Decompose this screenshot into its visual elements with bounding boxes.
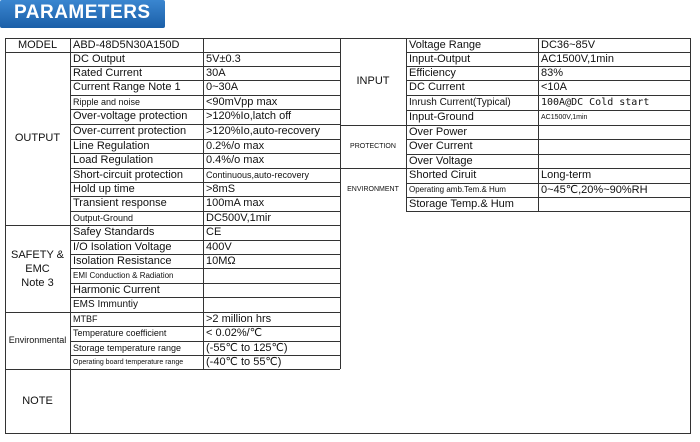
output-param-name: Over-current protection [73, 125, 187, 137]
output-param-name: Transient response [73, 197, 167, 209]
model-value: ABD-48D5N30A150D [73, 38, 180, 51]
column-divider [340, 211, 341, 369]
environment-param-value: Long-term [541, 169, 592, 181]
output-group-label: OUTPUT [14, 132, 61, 144]
safety-param-name: Safey Standards [73, 226, 155, 238]
output-param-name: Over-voltage protection [73, 110, 188, 122]
input-param-name: Input-Output [409, 52, 471, 65]
safety-group-label [7, 225, 68, 312]
input-param-value: 83% [541, 66, 564, 79]
environmental-param-value: < 0.02%/℃ [206, 327, 263, 339]
output-param-value: 5V±0.3 [206, 52, 241, 65]
safety-param-name: Harmonic Current [73, 283, 160, 296]
output-param-name: Output-Ground [73, 212, 134, 223]
safety-param-name: EMI Conduction & Radiation [73, 270, 174, 280]
environment-param-name: Shorted Ciruit [409, 169, 477, 181]
output-param-name: Current Range Note 1 [73, 81, 181, 93]
safety-param-value: 400V [206, 240, 232, 253]
safety-group-label-line: SAFETY & [11, 248, 64, 261]
output-param-name: DC Output [73, 52, 125, 65]
protection-param-name: Over Voltage [409, 154, 473, 167]
environment-param-name: Storage Temp.& Hum [409, 197, 514, 210]
environmental-param-name: Storage temperature range [73, 342, 182, 353]
environment-param-value: 0~45℃,20%~90%RH [541, 183, 648, 196]
table-border-right [690, 38, 691, 433]
output-param-value: 0.2%/o max [206, 139, 265, 152]
environment-param-value [541, 197, 688, 211]
parameters-banner [0, 0, 165, 28]
output-param-name: Rated Current [73, 66, 143, 79]
input-param-name: DC Current [409, 81, 465, 93]
input-param-name: Efficiency [409, 66, 456, 79]
input-param-name: Voltage Range [409, 38, 482, 51]
output-param-value: >120%Io,auto-recovery [206, 125, 321, 137]
output-param-value: DC500V,1mir [206, 211, 272, 224]
environmental-param-name: MTBF [73, 313, 98, 324]
environmental-param-value: (-40℃ to 55℃) [206, 355, 282, 368]
input-param-name: Inrush Current(Typical) [409, 96, 511, 108]
safety-param-value [206, 283, 338, 297]
safety-group-label-line: Note 3 [21, 276, 54, 289]
protection-param-value [541, 154, 688, 168]
input-group-label: INPUT [356, 75, 390, 87]
row-divider [406, 211, 690, 212]
protection-param-name: Over Current [409, 140, 473, 152]
safety-param-name: EMS Immuntiy [73, 298, 139, 310]
output-param-name: Load Regulation [73, 154, 154, 166]
protection-group-label: PROTECTION [350, 143, 396, 150]
output-param-value: 100mA max [206, 197, 265, 209]
output-param-value: Continuous,auto-recovery [206, 169, 310, 180]
output-param-name: Hold up time [73, 182, 135, 195]
input-param-value: <10A [541, 81, 567, 93]
output-param-value: >8mS [206, 182, 236, 195]
environmental-param-value: >2 million hrs [206, 312, 272, 325]
safety-param-value: 10MΩ [206, 254, 236, 267]
safety-param-name: I/O Isolation Voltage [73, 240, 172, 253]
page-title: PARAMETERS [14, 2, 151, 23]
output-param-name: Short-circuit protection [73, 168, 184, 181]
protection-param-value [541, 125, 688, 139]
output-param-value: 0~30A [206, 81, 239, 93]
column-divider [203, 38, 204, 369]
safety-param-value [206, 268, 338, 283]
environmental-param-value: (-55℃ to 125℃) [206, 341, 288, 354]
environmental-group-label: Environmental [8, 335, 67, 345]
protection-param-value [541, 139, 688, 154]
environmental-param-name: Temperature coefficient [73, 328, 167, 338]
output-param-value: 30A [206, 66, 226, 79]
output-param-name: Ripple and noise [73, 96, 141, 107]
input-param-value: DC36~85V [541, 38, 596, 51]
output-param-value: <90mVpp max [206, 95, 278, 108]
environment-group-label: ENVIRONMENT [347, 186, 399, 193]
input-param-value: 100A@DC Cold start [541, 96, 650, 108]
protection-param-name: Over Power [409, 125, 468, 138]
column-divider [70, 38, 71, 433]
table-border-left [5, 38, 6, 433]
safety-group-label-line: EMC [25, 262, 50, 275]
output-param-name: Line Regulation [73, 139, 150, 152]
environmental-param-name: Operating board temperature range [73, 358, 184, 366]
output-param-value: 0.4%/o max [206, 154, 265, 166]
safety-param-value: CE [206, 226, 222, 238]
model-label: MODEL [17, 38, 58, 51]
note-label: NOTE [22, 394, 53, 407]
column-divider [406, 38, 407, 211]
safety-param-value [206, 297, 338, 312]
input-param-name: Input-Ground [409, 111, 474, 123]
environment-param-name: Operating amb.Tem.& Hum [409, 185, 506, 194]
table-border-bottom [5, 433, 691, 434]
output-param-value: >120%Io,latch off [206, 110, 292, 122]
input-param-value: AC1500V,1min [541, 114, 588, 121]
safety-param-name: Isolation Resistance [73, 254, 172, 267]
input-param-value: AC1500V,1min [541, 52, 614, 65]
column-divider [538, 38, 539, 211]
